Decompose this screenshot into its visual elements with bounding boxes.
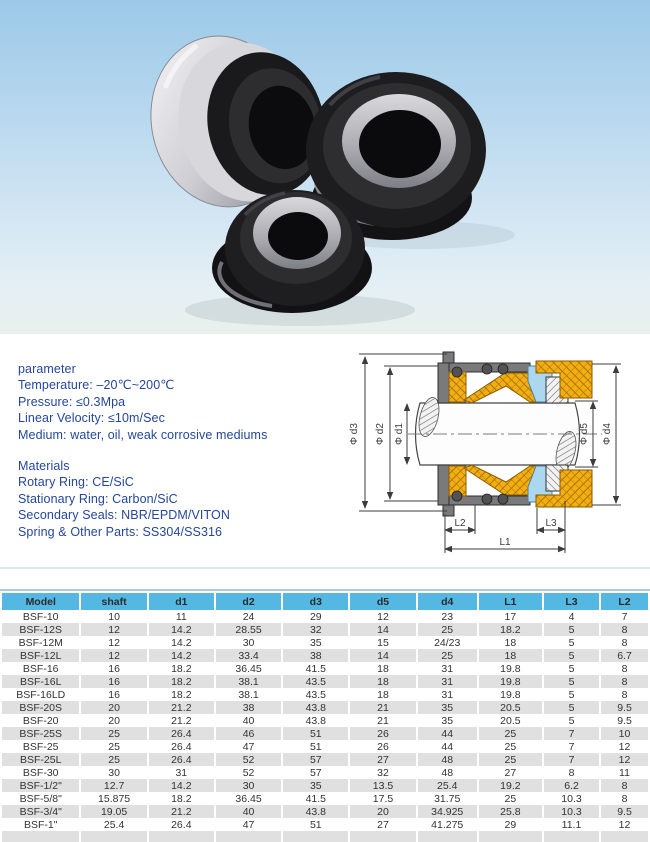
table-cell: 41.5 [283, 792, 348, 805]
col-header-L2: L2 [601, 593, 648, 610]
table-row [2, 688, 648, 701]
col-header-model: Model [2, 593, 79, 610]
table-cell: 19.2 [479, 779, 542, 792]
material-line-rotary-ring: Rotary Ring: CE/SiC [18, 475, 134, 490]
table-cell: 36.45 [216, 662, 281, 675]
table-cell: 43.5 [283, 675, 348, 688]
table-cell: BSF-25 [2, 740, 79, 753]
table-cell: 8 [601, 623, 648, 636]
table-cell: BSF-5/8" [2, 792, 79, 805]
table-cell: 10.3 [544, 792, 599, 805]
table-cell: 34.925 [418, 805, 477, 818]
table-cell: 18 [479, 649, 542, 662]
table-cell: 41.5 [283, 662, 348, 675]
table-cell: 14.2 [149, 623, 214, 636]
table-row [2, 792, 648, 805]
table-cell: 25 [479, 727, 542, 740]
col-header-L1: L1 [479, 593, 542, 610]
table-cell: 26 [350, 727, 415, 740]
col-header-d3: d3 [283, 593, 348, 610]
table-cell: 21 [350, 701, 415, 714]
table-cell: 30 [216, 636, 281, 649]
table-cell: 52 [216, 753, 281, 766]
table-cell: BSF-25S [2, 727, 79, 740]
table-cell: 12 [81, 623, 146, 636]
table-cell: 26.4 [149, 727, 214, 740]
table-cell: 18.2 [149, 688, 214, 701]
table-cell: 17 [479, 610, 542, 623]
table-row [2, 727, 648, 740]
parameters-title: parameter [18, 362, 76, 376]
col-header-d1: d1 [149, 593, 214, 610]
table-cell: 12 [601, 740, 648, 753]
table-cell: 16 [81, 675, 146, 688]
table-cell: BSF-16L [2, 675, 79, 688]
table-cell: 14 [350, 649, 415, 662]
col-header-d5: d5 [350, 593, 415, 610]
table-cell: 27 [479, 766, 542, 779]
table-cell: 57 [283, 753, 348, 766]
dim-label-d1: Φ d1 [394, 423, 405, 445]
table-row [2, 818, 648, 831]
table-cell: 18 [350, 662, 415, 675]
table-cell: 14.2 [149, 649, 214, 662]
table-cell: 35 [418, 701, 477, 714]
table-cell: 25 [479, 753, 542, 766]
table-cell: 25 [418, 649, 477, 662]
table-cell [81, 831, 146, 842]
table-cell: 26.4 [149, 753, 214, 766]
table-cell: 11 [601, 766, 648, 779]
table-cell: 11 [149, 610, 214, 623]
table-row [2, 675, 648, 688]
table-cell: 29 [283, 610, 348, 623]
table-cell: 12 [81, 636, 146, 649]
table-cell: BSF-12M [2, 636, 79, 649]
table-cell: 25 [81, 740, 146, 753]
dim-label-d2: Φ d2 [375, 423, 386, 445]
table-cell: 35 [283, 636, 348, 649]
table-cell: 9.5 [601, 714, 648, 727]
dimensions-table [0, 593, 650, 842]
table-cell: 21.2 [149, 805, 214, 818]
material-line-stationary-ring: Stationary Ring: Carbon/SiC [18, 491, 178, 506]
table-cell: 48 [418, 753, 477, 766]
table-cell: 31 [418, 662, 477, 675]
dim-label-d3: Φ d3 [349, 423, 360, 445]
table-cell: 19.05 [81, 805, 146, 818]
table-cell: BSF-1/2" [2, 779, 79, 792]
table-cell: 52 [216, 766, 281, 779]
table-cell: 33.4 [216, 649, 281, 662]
table-cell: 35 [283, 779, 348, 792]
table-cell: BSF-12L [2, 649, 79, 662]
product-photo [0, 0, 650, 334]
table-cell: 30 [81, 766, 146, 779]
table-cell: 26.4 [149, 740, 214, 753]
table-cell: 15 [350, 636, 415, 649]
table-cell [283, 831, 348, 842]
section-divider-dark [0, 589, 650, 591]
table-cell: 26.4 [149, 818, 214, 831]
table-cell: 20.5 [479, 701, 542, 714]
table-cell: 30 [216, 779, 281, 792]
table-cell: BSF-10 [2, 610, 79, 623]
table-cell: 24/23 [418, 636, 477, 649]
table-cell: 43.5 [283, 688, 348, 701]
table-cell: 13.5 [350, 779, 415, 792]
table-cell: 31 [149, 766, 214, 779]
table-cell: 7 [544, 727, 599, 740]
table-cell: 8 [601, 779, 648, 792]
table-cell [2, 831, 79, 842]
parameter-line-medium: Medium: water, oil, weak corrosive mediums [18, 427, 268, 442]
table-row [2, 740, 648, 753]
table-row [2, 636, 648, 649]
table-cell: 29 [479, 818, 542, 831]
table-cell: BSF-25L [2, 753, 79, 766]
table-cell: 8 [601, 675, 648, 688]
table-cell: 25 [479, 792, 542, 805]
table-row [2, 701, 648, 714]
table-cell: 40 [216, 805, 281, 818]
materials-title: Materials [18, 459, 70, 473]
table-cell: 18.2 [149, 675, 214, 688]
table-cell: 9.5 [601, 701, 648, 714]
table-cell: 18.2 [149, 792, 214, 805]
table-cell: 11.1 [544, 818, 599, 831]
table-row [2, 662, 648, 675]
table-cell: BSF-12S [2, 623, 79, 636]
table-cell: 8 [601, 688, 648, 701]
table-cell: 38 [283, 649, 348, 662]
table-cell: 24 [216, 610, 281, 623]
table-cell: 12 [81, 649, 146, 662]
table-cell: 20 [81, 701, 146, 714]
table-cell: 28.55 [216, 623, 281, 636]
table-cell [216, 831, 281, 842]
shaft [408, 395, 602, 472]
table-cell: 25 [81, 727, 146, 740]
table-cell [350, 831, 415, 842]
table-cell: 19.8 [479, 662, 542, 675]
table-cell: 20 [350, 805, 415, 818]
table-cell: 5 [544, 714, 599, 727]
dim-label-L2: L2 [454, 518, 466, 529]
table-row [2, 831, 648, 842]
dim-label-L1: L1 [499, 537, 511, 548]
table-cell: 21.2 [149, 701, 214, 714]
table-cell: 5 [544, 675, 599, 688]
table-cell: 6.7 [601, 649, 648, 662]
table-cell: 14.2 [149, 636, 214, 649]
table-cell: 21 [350, 714, 415, 727]
table-cell: BSF-20 [2, 714, 79, 727]
table-cell: 5 [544, 623, 599, 636]
col-header-L3: L3 [544, 593, 599, 610]
table-cell: 7 [544, 740, 599, 753]
table-cell: 8 [601, 792, 648, 805]
table-cell: 18.2 [479, 623, 542, 636]
table-cell: 12 [601, 753, 648, 766]
table-cell: 31 [418, 688, 477, 701]
table-cell: 25.4 [418, 779, 477, 792]
table-cell: 44 [418, 740, 477, 753]
table-cell: 20 [81, 714, 146, 727]
table-cell: 23 [418, 610, 477, 623]
dim-label-d5: Φ d5 [579, 423, 590, 445]
seal-assembly-bottom [438, 465, 592, 516]
table-cell: 12.7 [81, 779, 146, 792]
table-row [2, 779, 648, 792]
parameter-line-pressure: Pressure: ≤0.3Mpa [18, 394, 126, 409]
table-cell: 10 [601, 727, 648, 740]
parameter-line-temperature: Temperature: –20℃~200℃ [18, 378, 175, 393]
table-cell: 12 [350, 610, 415, 623]
table-cell: 36.45 [216, 792, 281, 805]
table-cell: 47 [216, 740, 281, 753]
table-cell: 25 [418, 623, 477, 636]
table-cell: 14.2 [149, 779, 214, 792]
table-cell: 26 [350, 740, 415, 753]
table-cell: BSF-20S [2, 701, 79, 714]
table-header-row [2, 593, 648, 610]
table-cell: 10 [81, 610, 146, 623]
table-cell: 48 [418, 766, 477, 779]
table-cell: 5 [544, 701, 599, 714]
table-row [2, 623, 648, 636]
table-cell: 27 [350, 818, 415, 831]
table-cell: 46 [216, 727, 281, 740]
table-cell: 5 [544, 688, 599, 701]
table-cell: 10.3 [544, 805, 599, 818]
table-cell: 32 [283, 623, 348, 636]
table-cell: 25 [479, 740, 542, 753]
table-cell: 32 [350, 766, 415, 779]
table-cell: 51 [283, 818, 348, 831]
table-cell: 16 [81, 688, 146, 701]
parameters-block [18, 361, 267, 443]
table-cell: 6.2 [544, 779, 599, 792]
table-cell: BSF-30 [2, 766, 79, 779]
table-cell [601, 831, 648, 842]
table-cell: 18.2 [149, 662, 214, 675]
table-cell: 38.1 [216, 675, 281, 688]
table-cell: 7 [544, 753, 599, 766]
table-cell: BSF-16LD [2, 688, 79, 701]
table-cell: 17.5 [350, 792, 415, 805]
dim-label-L3: L3 [545, 518, 557, 529]
dim-label-d4: Φ d4 [602, 423, 613, 445]
table-cell: 18 [350, 688, 415, 701]
seal-assembly-top [438, 352, 592, 403]
table-cell: 20.5 [479, 714, 542, 727]
table-cell: 8 [601, 636, 648, 649]
table-cell: BSF-1" [2, 818, 79, 831]
table-cell: 44 [418, 727, 477, 740]
table-cell: BSF-3/4" [2, 805, 79, 818]
seal-cross-section-diagram [333, 348, 650, 580]
table-cell: 43.8 [283, 714, 348, 727]
col-header-d4: d4 [418, 593, 477, 610]
table-cell: 16 [81, 662, 146, 675]
col-header-shaft: shaft [81, 593, 146, 610]
table-cell: 4 [544, 610, 599, 623]
table-row [2, 714, 648, 727]
table-cell: 25.8 [479, 805, 542, 818]
table-cell: 31.75 [418, 792, 477, 805]
table-cell: 19.8 [479, 675, 542, 688]
table-cell: 7 [601, 610, 648, 623]
table-cell: 5 [544, 649, 599, 662]
table-cell: 14 [350, 623, 415, 636]
table-cell: 5 [544, 662, 599, 675]
section-divider-light [0, 567, 650, 569]
table-cell: 25.4 [81, 818, 146, 831]
material-line-secondary-seals: Secondary Seals: NBR/EPDM/VITON [18, 508, 230, 523]
table-cell: 27 [350, 753, 415, 766]
table-cell [418, 831, 477, 842]
table-cell: 9.5 [601, 805, 648, 818]
table-cell: 15.875 [81, 792, 146, 805]
dimensions-table-wrap [0, 593, 650, 842]
table-cell: 21.2 [149, 714, 214, 727]
table-cell: 43.8 [283, 805, 348, 818]
col-header-d2: d2 [216, 593, 281, 610]
table-cell: 40 [216, 714, 281, 727]
table-cell: 18 [479, 636, 542, 649]
table-cell: 35 [418, 714, 477, 727]
table-cell: BSF-16 [2, 662, 79, 675]
seal-left [135, 17, 338, 221]
table-cell: 5 [544, 636, 599, 649]
table-cell: 25 [81, 753, 146, 766]
table-row [2, 753, 648, 766]
parameter-line-velocity: Linear Velocity: ≤10m/Sec [18, 411, 165, 426]
table-cell: 31 [418, 675, 477, 688]
table-cell: 47 [216, 818, 281, 831]
table-cell: 51 [283, 727, 348, 740]
table-cell [544, 831, 599, 842]
table-cell: 8 [601, 662, 648, 675]
table-body [2, 610, 648, 842]
materials-block [18, 458, 230, 540]
table-cell: 38 [216, 701, 281, 714]
mechanical-seals-photo [0, 0, 650, 334]
material-line-spring-parts: Spring & Other Parts: SS304/SS316 [18, 524, 223, 539]
table-cell: 38.1 [216, 688, 281, 701]
table-cell: 57 [283, 766, 348, 779]
table-cell: 41.275 [418, 818, 477, 831]
table-row [2, 649, 648, 662]
table-cell: 18 [350, 675, 415, 688]
table-cell [479, 831, 542, 842]
table-row [2, 805, 648, 818]
table-cell: 43.8 [283, 701, 348, 714]
table-cell: 51 [283, 740, 348, 753]
table-cell: 8 [544, 766, 599, 779]
table-row [2, 610, 648, 623]
table-cell [149, 831, 214, 842]
table-cell: 19.8 [479, 688, 542, 701]
table-row [2, 766, 648, 779]
table-cell: 12 [601, 818, 648, 831]
